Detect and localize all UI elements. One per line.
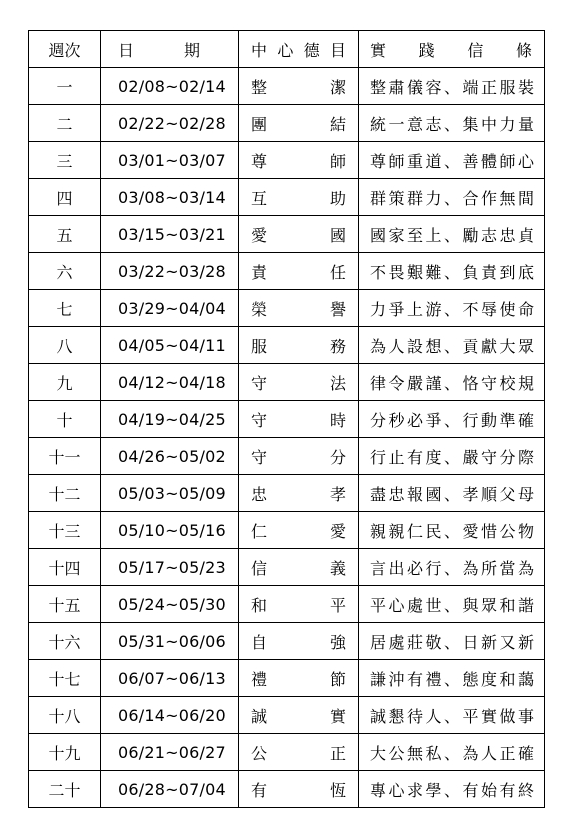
virtue-char: 愛 bbox=[251, 225, 268, 245]
week-cell: 十四 bbox=[29, 549, 101, 586]
week-cell: 十六 bbox=[29, 623, 101, 660]
virtue-cell bbox=[239, 438, 359, 475]
virtue-cell bbox=[239, 68, 359, 105]
table-row bbox=[29, 660, 545, 697]
virtue-char: 國 bbox=[329, 225, 346, 245]
header-practice-char: 實 bbox=[370, 40, 387, 60]
table-row bbox=[29, 179, 545, 216]
header-virtue-char: 中 bbox=[251, 40, 268, 60]
date-range-cell: 02/08~02/14 bbox=[101, 68, 239, 105]
practice-cell: 為人設想、貢獻大眾 bbox=[359, 327, 545, 364]
table-row bbox=[29, 771, 545, 808]
virtue-char: 恆 bbox=[329, 780, 346, 800]
header-date-char: 期 bbox=[183, 40, 200, 60]
virtue-cell bbox=[239, 401, 359, 438]
date-range-cell: 06/14~06/20 bbox=[101, 697, 239, 734]
week-cell: 四 bbox=[29, 179, 101, 216]
virtue-cell bbox=[239, 253, 359, 290]
table-header-row bbox=[29, 31, 545, 68]
week-cell: 十五 bbox=[29, 586, 101, 623]
virtue-char: 師 bbox=[329, 151, 346, 171]
date-range-cell: 02/22~02/28 bbox=[101, 105, 239, 142]
virtue-cell bbox=[239, 179, 359, 216]
header-date-char: 日 bbox=[118, 40, 135, 60]
practice-cell: 言出必行、為所當為 bbox=[359, 549, 545, 586]
virtue-char: 分 bbox=[329, 447, 346, 467]
week-cell: 十 bbox=[29, 401, 101, 438]
virtue-cell bbox=[239, 290, 359, 327]
date-range-cell: 05/31~06/06 bbox=[101, 623, 239, 660]
header-practice bbox=[359, 31, 545, 68]
virtue-cell bbox=[239, 660, 359, 697]
virtue-cell bbox=[239, 586, 359, 623]
virtue-cell bbox=[239, 734, 359, 771]
virtue-cell bbox=[239, 216, 359, 253]
header-practice-char: 條 bbox=[515, 40, 532, 60]
virtue-char: 時 bbox=[329, 410, 346, 430]
virtue-char: 尊 bbox=[251, 151, 268, 171]
practice-cell: 行止有度、嚴守分際 bbox=[359, 438, 545, 475]
week-cell: 二十 bbox=[29, 771, 101, 808]
table-row bbox=[29, 327, 545, 364]
virtue-char: 潔 bbox=[329, 77, 346, 97]
virtue-char: 守 bbox=[251, 410, 268, 430]
header-week: 週次 bbox=[29, 31, 101, 68]
week-cell: 十七 bbox=[29, 660, 101, 697]
practice-cell: 群策群力、合作無間 bbox=[359, 179, 545, 216]
virtue-char: 責 bbox=[251, 262, 268, 282]
week-cell: 十一 bbox=[29, 438, 101, 475]
table-row bbox=[29, 697, 545, 734]
date-range-cell: 06/28~07/04 bbox=[101, 771, 239, 808]
virtue-char: 譽 bbox=[329, 299, 346, 319]
practice-cell: 誠懇待人、平實做事 bbox=[359, 697, 545, 734]
table-row bbox=[29, 475, 545, 512]
virtue-char: 公 bbox=[251, 743, 268, 763]
virtue-char: 自 bbox=[251, 632, 268, 652]
table-row bbox=[29, 142, 545, 179]
table-row bbox=[29, 105, 545, 142]
practice-cell: 親親仁民、愛惜公物 bbox=[359, 512, 545, 549]
virtue-cell bbox=[239, 623, 359, 660]
practice-cell: 大公無私、為人正確 bbox=[359, 734, 545, 771]
week-cell: 十二 bbox=[29, 475, 101, 512]
week-cell: 八 bbox=[29, 327, 101, 364]
practice-cell: 尊師重道、善體師心 bbox=[359, 142, 545, 179]
virtue-char: 互 bbox=[251, 188, 268, 208]
table-row bbox=[29, 623, 545, 660]
table-row bbox=[29, 734, 545, 771]
date-range-cell: 04/12~04/18 bbox=[101, 364, 239, 401]
date-range-cell: 04/26~05/02 bbox=[101, 438, 239, 475]
virtue-char: 禮 bbox=[251, 669, 268, 689]
virtue-cell bbox=[239, 364, 359, 401]
virtue-char: 守 bbox=[251, 447, 268, 467]
virtue-cell bbox=[239, 549, 359, 586]
week-cell: 十九 bbox=[29, 734, 101, 771]
date-range-cell: 05/17~05/23 bbox=[101, 549, 239, 586]
virtue-char: 務 bbox=[329, 336, 346, 356]
virtue-cell bbox=[239, 475, 359, 512]
practice-cell: 整肅儀容、端正服裝 bbox=[359, 68, 545, 105]
virtue-char: 正 bbox=[329, 743, 346, 763]
table-row bbox=[29, 512, 545, 549]
virtue-char: 榮 bbox=[251, 299, 268, 319]
virtue-cell bbox=[239, 327, 359, 364]
table-row bbox=[29, 549, 545, 586]
table-body bbox=[29, 68, 545, 808]
week-cell: 六 bbox=[29, 253, 101, 290]
table-row bbox=[29, 364, 545, 401]
header-virtue-char: 心 bbox=[277, 40, 294, 60]
practice-cell: 專心求學、有始有終 bbox=[359, 771, 545, 808]
table-row bbox=[29, 68, 545, 105]
header-practice-char: 信 bbox=[467, 40, 484, 60]
virtue-char: 節 bbox=[329, 669, 346, 689]
virtue-char: 團 bbox=[251, 114, 268, 134]
virtue-cell bbox=[239, 512, 359, 549]
table-row bbox=[29, 586, 545, 623]
practice-cell: 國家至上、勵志忠貞 bbox=[359, 216, 545, 253]
date-range-cell: 03/29~04/04 bbox=[101, 290, 239, 327]
virtue-char: 仁 bbox=[251, 521, 268, 541]
virtue-char: 任 bbox=[329, 262, 346, 282]
virtue-char: 服 bbox=[251, 336, 268, 356]
virtue-char: 忠 bbox=[251, 484, 268, 504]
table-row bbox=[29, 401, 545, 438]
header-date bbox=[101, 31, 239, 68]
week-cell: 七 bbox=[29, 290, 101, 327]
practice-cell: 統一意志、集中力量 bbox=[359, 105, 545, 142]
header-practice-char: 踐 bbox=[418, 40, 435, 60]
week-cell: 三 bbox=[29, 142, 101, 179]
virtue-char: 愛 bbox=[329, 521, 346, 541]
virtue-char: 強 bbox=[329, 632, 346, 652]
header-virtue-char: 德 bbox=[303, 40, 320, 60]
practice-cell: 力爭上游、不辱使命 bbox=[359, 290, 545, 327]
header-virtue-char: 目 bbox=[329, 40, 346, 60]
virtue-cell bbox=[239, 771, 359, 808]
virtue-char: 實 bbox=[329, 706, 346, 726]
virtue-char: 法 bbox=[329, 373, 346, 393]
virtue-char: 信 bbox=[251, 558, 268, 578]
practice-cell: 律令嚴謹、恪守校規 bbox=[359, 364, 545, 401]
practice-cell: 謙沖有禮、態度和藹 bbox=[359, 660, 545, 697]
practice-cell: 平心處世、與眾和諧 bbox=[359, 586, 545, 623]
practice-cell: 居處莊敬、日新又新 bbox=[359, 623, 545, 660]
week-cell: 十八 bbox=[29, 697, 101, 734]
virtue-cell bbox=[239, 142, 359, 179]
table-row bbox=[29, 216, 545, 253]
virtue-cell bbox=[239, 105, 359, 142]
table-row bbox=[29, 438, 545, 475]
week-cell: 一 bbox=[29, 68, 101, 105]
practice-cell: 不畏艱難、負責到底 bbox=[359, 253, 545, 290]
date-range-cell: 04/05~04/11 bbox=[101, 327, 239, 364]
date-range-cell: 03/22~03/28 bbox=[101, 253, 239, 290]
table-row bbox=[29, 253, 545, 290]
virtue-char: 守 bbox=[251, 373, 268, 393]
virtue-char: 助 bbox=[329, 188, 346, 208]
week-cell: 十三 bbox=[29, 512, 101, 549]
week-cell: 二 bbox=[29, 105, 101, 142]
date-range-cell: 06/21~06/27 bbox=[101, 734, 239, 771]
virtue-char: 孝 bbox=[329, 484, 346, 504]
virtue-char: 平 bbox=[329, 595, 346, 615]
date-range-cell: 05/03~05/09 bbox=[101, 475, 239, 512]
virtue-char: 義 bbox=[329, 558, 346, 578]
virtue-char: 誠 bbox=[251, 706, 268, 726]
virtue-char: 結 bbox=[329, 114, 346, 134]
date-range-cell: 05/24~05/30 bbox=[101, 586, 239, 623]
virtue-cell bbox=[239, 697, 359, 734]
table-row bbox=[29, 290, 545, 327]
date-range-cell: 05/10~05/16 bbox=[101, 512, 239, 549]
date-range-cell: 06/07~06/13 bbox=[101, 660, 239, 697]
date-range-cell: 03/08~03/14 bbox=[101, 179, 239, 216]
practice-cell: 盡忠報國、孝順父母 bbox=[359, 475, 545, 512]
virtue-char: 和 bbox=[251, 595, 268, 615]
virtue-char: 有 bbox=[251, 780, 268, 800]
date-range-cell: 03/01~03/07 bbox=[101, 142, 239, 179]
header-virtue bbox=[239, 31, 359, 68]
week-cell: 五 bbox=[29, 216, 101, 253]
date-range-cell: 03/15~03/21 bbox=[101, 216, 239, 253]
weekly-virtue-schedule-table bbox=[28, 30, 545, 808]
date-range-cell: 04/19~04/25 bbox=[101, 401, 239, 438]
practice-cell: 分秒必爭、行動準確 bbox=[359, 401, 545, 438]
week-cell: 九 bbox=[29, 364, 101, 401]
virtue-char: 整 bbox=[251, 77, 268, 97]
